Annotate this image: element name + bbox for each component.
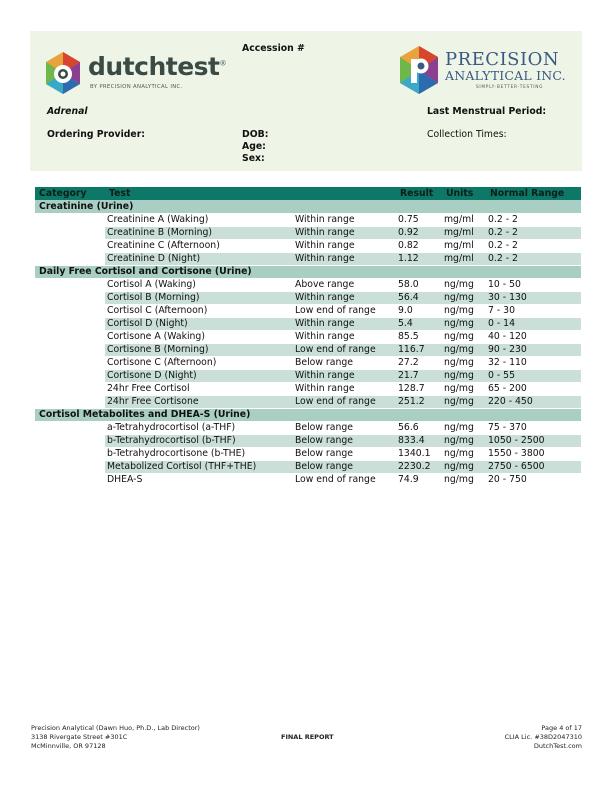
normal-range: 30 - 130 <box>486 291 581 304</box>
category-row <box>35 408 581 421</box>
dutchtest-tagline: BY PRECISION ANALYTICAL INC. <box>90 84 183 90</box>
result-value: 0.75 <box>396 213 442 226</box>
normal-range: 220 - 450 <box>486 395 581 408</box>
range-status: Low end of range <box>293 395 396 408</box>
range-status: Within range <box>293 252 396 265</box>
footer-address1: 3138 Rivergate Street #301C <box>31 733 128 741</box>
table-row <box>35 226 581 239</box>
normal-range: 0.2 - 2 <box>486 252 581 265</box>
report-header <box>30 31 582 171</box>
result-value: 58.0 <box>396 278 442 291</box>
column-header-category: Category <box>39 188 87 199</box>
range-status: Within range <box>293 213 396 226</box>
footer-website: DutchTest.com <box>533 742 582 750</box>
footer-clia: CLIA Lic. #38D2047310 <box>504 733 582 741</box>
result-value: 5.4 <box>396 317 442 330</box>
result-value: 128.7 <box>396 382 442 395</box>
units: ng/mg <box>442 304 486 317</box>
category-title: Cortisol Metabolites and DHEA-S (Urine) <box>35 408 581 421</box>
last-menstrual-label: Last Menstrual Period: <box>427 106 547 117</box>
table-row <box>35 460 581 473</box>
table-row <box>35 330 581 343</box>
result-value: 27.2 <box>396 356 442 369</box>
units: ng/mg <box>442 317 486 330</box>
table-row <box>35 278 581 291</box>
result-value: 0.82 <box>396 239 442 252</box>
test-name: 24hr Free Cortisone <box>105 395 293 408</box>
test-name: Cortisone A (Waking) <box>105 330 293 343</box>
range-status: Below range <box>293 356 396 369</box>
range-status: Within range <box>293 330 396 343</box>
row-indent <box>35 382 105 395</box>
test-name: Creatinine A (Waking) <box>105 213 293 226</box>
units: ng/mg <box>442 434 486 447</box>
row-indent <box>35 434 105 447</box>
age-label: Age: <box>242 141 266 152</box>
units: ng/mg <box>442 447 486 460</box>
category-row <box>35 200 581 213</box>
test-name: a-Tetrahydrocortisol (a-THF) <box>105 421 293 434</box>
result-value: 2230.2 <box>396 460 442 473</box>
normal-range: 65 - 200 <box>486 382 581 395</box>
precision-analytical-logo <box>398 43 582 99</box>
units: ng/mg <box>442 369 486 382</box>
dob-label: DOB: <box>242 129 269 140</box>
range-status: Low end of range <box>293 473 396 486</box>
row-indent <box>35 291 105 304</box>
test-name: Creatinine D (Night) <box>105 252 293 265</box>
normal-range: 0.2 - 2 <box>486 226 581 239</box>
test-name: Cortisol A (Waking) <box>105 278 293 291</box>
result-value: 85.5 <box>396 330 442 343</box>
row-indent <box>35 252 105 265</box>
test-name: b-Tetrahydrocortisol (b-THF) <box>105 434 293 447</box>
units: ng/mg <box>442 330 486 343</box>
result-value: 0.92 <box>396 226 442 239</box>
report-type: Adrenal <box>47 106 88 117</box>
result-value: 74.9 <box>396 473 442 486</box>
result-value: 9.0 <box>396 304 442 317</box>
units: ng/mg <box>442 343 486 356</box>
result-value: 1.12 <box>396 252 442 265</box>
result-value: 56.6 <box>396 421 442 434</box>
units: mg/ml <box>442 252 486 265</box>
footer-final-report: FINAL REPORT <box>281 733 334 741</box>
row-indent <box>35 369 105 382</box>
normal-range: 0.2 - 2 <box>486 213 581 226</box>
row-indent <box>35 278 105 291</box>
result-value: 21.7 <box>396 369 442 382</box>
test-name: 24hr Free Cortisol <box>105 382 293 395</box>
category-title: Daily Free Cortisol and Cortisone (Urine) <box>35 265 581 278</box>
table-row <box>35 213 581 226</box>
sex-label: Sex: <box>242 153 265 164</box>
table-row <box>35 291 581 304</box>
range-status: Below range <box>293 460 396 473</box>
range-status: Above range <box>293 278 396 291</box>
units: ng/mg <box>442 395 486 408</box>
dutchtest-logo <box>44 51 234 101</box>
units: ng/mg <box>442 473 486 486</box>
row-indent <box>35 447 105 460</box>
test-name: Cortisol B (Morning) <box>105 291 293 304</box>
category-row <box>35 265 581 278</box>
test-name: Cortisone B (Morning) <box>105 343 293 356</box>
range-status: Within range <box>293 317 396 330</box>
range-status: Within range <box>293 369 396 382</box>
units: ng/mg <box>442 421 486 434</box>
dutchtest-hexagon-icon <box>44 51 82 95</box>
table-row <box>35 369 581 382</box>
units: ng/mg <box>442 460 486 473</box>
range-status: Low end of range <box>293 304 396 317</box>
test-name: b-Tetrahydrocortisone (b-THE) <box>105 447 293 460</box>
precision-wordmark-line1: PRECISION <box>445 49 560 70</box>
dutchtest-wordmark: dutchtest® <box>88 52 226 81</box>
normal-range: 1550 - 3800 <box>486 447 581 460</box>
table-row <box>35 473 581 486</box>
test-name: Metabolized Cortisol (THF+THE) <box>105 460 293 473</box>
normal-range: 0 - 14 <box>486 317 581 330</box>
test-name: Cortisol C (Afternoon) <box>105 304 293 317</box>
range-status: Below range <box>293 434 396 447</box>
normal-range: 40 - 120 <box>486 330 581 343</box>
range-status: Below range <box>293 421 396 434</box>
results-body <box>35 200 581 486</box>
result-value: 116.7 <box>396 343 442 356</box>
results-table <box>35 187 581 487</box>
precision-wordmark-line2: ANALYTICAL INC. <box>445 68 566 83</box>
range-status: Within range <box>293 239 396 252</box>
normal-range: 32 - 110 <box>486 356 581 369</box>
footer-page-number: Page 4 of 17 <box>541 724 582 732</box>
normal-range: 0 - 55 <box>486 369 581 382</box>
units: ng/mg <box>442 382 486 395</box>
row-indent <box>35 460 105 473</box>
column-header-units: Units <box>446 188 474 199</box>
row-indent <box>35 317 105 330</box>
table-row <box>35 395 581 408</box>
table-row <box>35 434 581 447</box>
table-row <box>35 239 581 252</box>
normal-range: 75 - 370 <box>486 421 581 434</box>
row-indent <box>35 213 105 226</box>
row-indent <box>35 395 105 408</box>
row-indent <box>35 473 105 486</box>
row-indent <box>35 421 105 434</box>
category-title: Creatinine (Urine) <box>35 200 581 213</box>
row-indent <box>35 304 105 317</box>
result-value: 56.4 <box>396 291 442 304</box>
precision-hexagon-icon <box>398 45 440 95</box>
range-status: Low end of range <box>293 343 396 356</box>
normal-range: 10 - 50 <box>486 278 581 291</box>
result-value: 1340.1 <box>396 447 442 460</box>
accession-label: Accession # <box>242 43 305 54</box>
test-name: Creatinine C (Afternoon) <box>105 239 293 252</box>
normal-range: 0.2 - 2 <box>486 239 581 252</box>
result-value: 833.4 <box>396 434 442 447</box>
table-row <box>35 382 581 395</box>
normal-range: 1050 - 2500 <box>486 434 581 447</box>
units: ng/mg <box>442 291 486 304</box>
footer-address2: McMinnville, OR 97128 <box>31 742 106 750</box>
range-status: Within range <box>293 226 396 239</box>
collection-times-label: Collection Times: <box>427 129 507 140</box>
test-name: Cortisone D (Night) <box>105 369 293 382</box>
table-header-row <box>35 187 581 200</box>
footer-lab-info <box>31 724 200 751</box>
table-row <box>35 317 581 330</box>
table-row <box>35 421 581 434</box>
row-indent <box>35 330 105 343</box>
range-status: Within range <box>293 382 396 395</box>
row-indent <box>35 343 105 356</box>
row-indent <box>35 356 105 369</box>
table-row <box>35 343 581 356</box>
table-row <box>35 304 581 317</box>
ordering-provider-label: Ordering Provider: <box>47 129 146 140</box>
units: ng/mg <box>442 278 486 291</box>
footer-page-info <box>505 724 582 751</box>
range-status: Below range <box>293 447 396 460</box>
units: ng/mg <box>442 356 486 369</box>
table-row <box>35 252 581 265</box>
test-name: Creatinine B (Morning) <box>105 226 293 239</box>
column-header-test: Test <box>109 188 131 199</box>
table-row <box>35 447 581 460</box>
range-status: Within range <box>293 291 396 304</box>
test-name: Cortisone C (Afternoon) <box>105 356 293 369</box>
table-row <box>35 356 581 369</box>
footer-lab-name: Precision Analytical (Dawn Huo, Ph.D., Lab Director) <box>31 724 200 732</box>
column-header-normal-range: Normal Range <box>490 188 565 199</box>
normal-range: 20 - 750 <box>486 473 581 486</box>
test-name: Cortisol D (Night) <box>105 317 293 330</box>
test-name: DHEA-S <box>105 473 293 486</box>
row-indent <box>35 239 105 252</box>
normal-range: 2750 - 6500 <box>486 460 581 473</box>
column-header-result: Result <box>400 188 434 199</box>
normal-range: 7 - 30 <box>486 304 581 317</box>
column-header-status <box>293 187 396 200</box>
result-value: 251.2 <box>396 395 442 408</box>
row-indent <box>35 226 105 239</box>
units: mg/ml <box>442 239 486 252</box>
precision-tagline: SIMPLY·BETTER·TESTING <box>476 85 544 90</box>
units: mg/ml <box>442 226 486 239</box>
normal-range: 90 - 230 <box>486 343 581 356</box>
units: mg/ml <box>442 213 486 226</box>
